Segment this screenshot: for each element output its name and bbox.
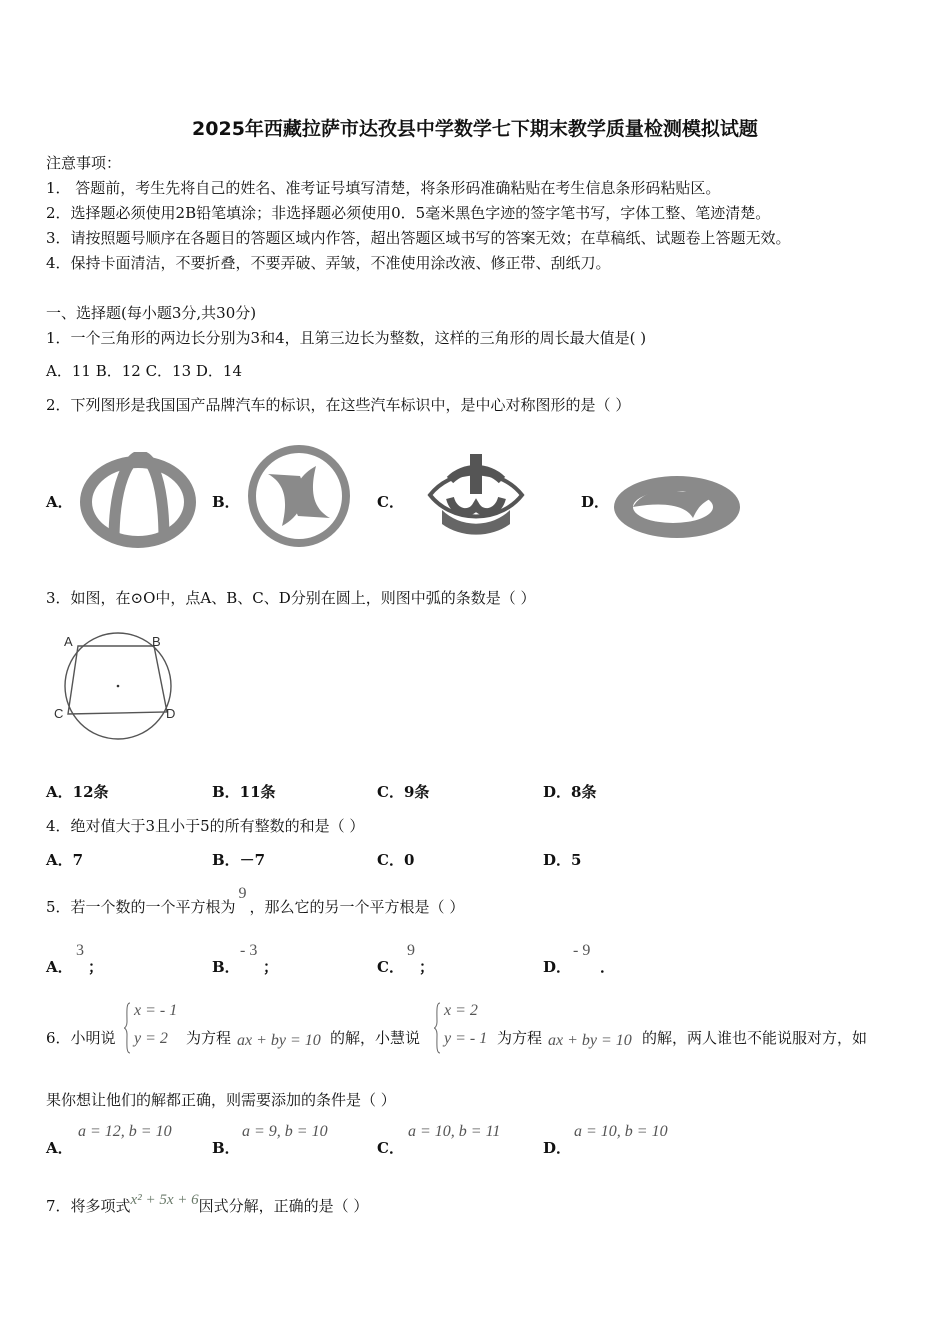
q5-tail-c: ； (419, 958, 435, 976)
q6-sys1-line1: x = - 1 (134, 1002, 178, 1019)
q1-stem: 1．一个三角形的两边长分别为3和4，且第三边长为整数，这样的三角形的周长最大值是( ) (46, 329, 647, 347)
q4-option-b: B．－7 (212, 851, 266, 869)
q6-label-b: B． (212, 1139, 240, 1157)
circle-figure (52, 630, 182, 748)
q6-sys2-line1: x = 2 (444, 1002, 478, 1019)
q2-label-b: B． (212, 493, 240, 511)
point-b-label: B (152, 634, 161, 649)
q6-sys2-line2: y = - 1 (444, 1030, 488, 1047)
q2-label-d: D． (581, 493, 610, 511)
logo-a-icon (80, 452, 198, 548)
q6-label-d: D． (543, 1139, 572, 1157)
q6-value-c: a = 10, b = 11 (408, 1123, 501, 1140)
q6-part4: 为方程 (497, 1029, 543, 1047)
logo-d-icon (611, 474, 743, 540)
q5-value-c: 9 (407, 942, 415, 959)
q2-label-a: A． (46, 493, 73, 511)
note-item: 3．请按照题号顺序在各题目的答题区域内作答，超出答题区域书写的答案无效；在草稿纸、试题卷上答题无效。 (46, 229, 791, 247)
notes-heading: 注意事项： (46, 154, 122, 172)
q6-part1: 6．小明说 (46, 1029, 116, 1047)
point-c-label: C (54, 706, 64, 721)
q5-tail-d: ． (600, 958, 616, 976)
q5-label-b: B． (212, 958, 240, 976)
q6-value-b: a = 9, b = 10 (242, 1123, 328, 1140)
q6-value-a: a = 12, b = 10 (78, 1123, 172, 1140)
note-item: 1． 答题前，考生先将自己的姓名、准考证号填写清楚，将条形码准确粘贴在考生信息条形码粘贴区。 (46, 179, 721, 197)
q4-option-a: A．7 (46, 851, 84, 869)
q6-equation-1: ax + by = 10 (237, 1032, 321, 1049)
note-item: 4．保持卡面清洁，不要折叠，不要弄破、弄皱，不准使用涂改液、修正带、刮纸刀。 (46, 254, 611, 272)
q6-label-c: C． (377, 1139, 404, 1157)
q2-label-c: C． (377, 493, 404, 511)
q5-value-d: - 9 (573, 942, 591, 959)
q4-stem: 4．绝对值大于3且小于5的所有整数的和是（ ） (46, 817, 365, 835)
q5-label-c: C． (377, 958, 404, 976)
page-title: 2025年西藏拉萨市达孜县中学数学七下期末教学质量检测模拟试题 (192, 118, 758, 140)
q5-value-a: 3 (76, 942, 84, 959)
q6-part5: 的解，两人谁也不能说服对方，如 (642, 1029, 868, 1047)
q5-value-b: - 3 (240, 942, 258, 959)
q3-stem: 3．如图，在⊙O中，点A、B、C、D分别在圆上，则图中弧的条数是（ ） (46, 589, 536, 607)
q6-part2: 为方程 (186, 1029, 232, 1047)
q4-option-d: D．5 (543, 851, 582, 869)
point-a-label: A (64, 634, 73, 649)
q7-stem: 7．将多项式x² + 5x + 6因式分解，正确的是（ ） (46, 1192, 369, 1215)
q5-stem: 5．若一个数的一个平方根为9，那么它的另一个平方根是（ ） (46, 885, 465, 916)
q3-option-c: C．9条 (377, 783, 430, 801)
logo-c-icon (414, 440, 538, 550)
q6-line2: 果你想让他们的解都正确，则需要添加的条件是（ ） (46, 1091, 396, 1109)
q6-label-a: A． (46, 1139, 73, 1157)
q6-sys1-line2: y = 2 (134, 1030, 168, 1047)
brace-icon (434, 1002, 442, 1054)
point-d-label: D (166, 706, 176, 721)
q3-option-b: B．11条 (212, 783, 276, 801)
logo-b-icon (246, 444, 352, 548)
q3-option-a: A．12条 (46, 783, 109, 801)
q7-expression: x² + 5x + 6 (130, 1192, 199, 1208)
q1-options: A．11 B．12 C．13 D．14 (46, 362, 243, 380)
q5-value: 9 (238, 885, 247, 902)
section-heading: 一、选择题(每小题3分,共30分) (46, 304, 257, 322)
q6-value-d: a = 10, b = 10 (574, 1123, 668, 1140)
q3-option-d: D．8条 (543, 783, 597, 801)
q6-part3: 的解，小慧说 (330, 1029, 421, 1047)
q5-label-a: A． (46, 958, 73, 976)
note-item: 2．选择题必须使用2B铅笔填涂；非选择题必须使用0．5毫米黑色字迹的签字笔书写，字体工整、笔迹清楚。 (46, 204, 771, 222)
q5-tail-a: ； (88, 958, 104, 976)
brace-icon (124, 1002, 132, 1054)
q2-stem: 2．下列图形是我国国产品牌汽车的标识，在这些汽车标识中，是中心对称图形的是（ ） (46, 396, 631, 414)
q5-tail-b: ； (263, 958, 279, 976)
q4-option-c: C．0 (377, 851, 415, 869)
q5-label-d: D． (543, 958, 572, 976)
q6-equation-2: ax + by = 10 (548, 1032, 632, 1049)
